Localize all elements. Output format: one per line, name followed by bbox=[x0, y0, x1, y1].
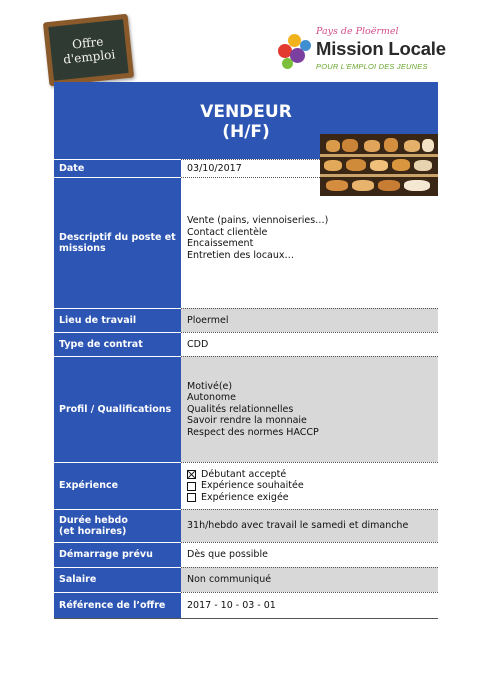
lieu-value: Ploermel bbox=[181, 308, 438, 332]
descriptif-line: Encaissement bbox=[187, 238, 254, 249]
row-lieu bbox=[54, 308, 438, 332]
chalkboard bbox=[48, 19, 128, 81]
tagline: POUR L'EMPLOI DES JEUNES bbox=[316, 62, 428, 71]
date-value: 03/10/2017 bbox=[181, 159, 438, 177]
salaire-label: Salaire bbox=[54, 567, 181, 592]
row-demarrage bbox=[54, 542, 438, 567]
job-title-gender: (H/F) bbox=[222, 121, 270, 142]
job-offer-card bbox=[54, 82, 438, 619]
checked-checkbox-icon[interactable] bbox=[187, 470, 196, 479]
descriptif-label bbox=[54, 177, 181, 308]
chalkboard-line-1: Offre bbox=[71, 34, 105, 52]
pays-text: Pays de Ploërmel bbox=[316, 26, 399, 37]
demarrage-value: Dès que possible bbox=[181, 542, 438, 567]
descriptif-label-line-2: missions bbox=[59, 243, 106, 254]
bubbles-icon bbox=[276, 32, 316, 72]
descriptif-value bbox=[181, 177, 438, 308]
mission-locale-logo bbox=[276, 24, 446, 80]
salaire-value: Non communiqué bbox=[181, 567, 438, 592]
reference-label: Référence de l’offre bbox=[54, 592, 181, 618]
row-profil bbox=[54, 356, 438, 462]
experience-option-debutant[interactable] bbox=[187, 469, 438, 481]
duree-label-line-2: (et horaires) bbox=[59, 526, 127, 537]
descriptif-line: Entretien des locaux… bbox=[187, 249, 295, 261]
profil-line: Autonome bbox=[187, 392, 236, 404]
duree-label-line-1: Durée hebdo bbox=[59, 514, 128, 526]
profil-label: Profil / Qualifications bbox=[54, 356, 181, 462]
bakery-photo bbox=[320, 134, 438, 196]
duree-label bbox=[54, 509, 181, 542]
offre-emploi-logo bbox=[43, 14, 134, 87]
profil-value bbox=[181, 356, 438, 462]
duree-value: 31h/hebdo avec travail le samedi et dimanche bbox=[181, 509, 438, 542]
empty-checkbox-icon[interactable] bbox=[187, 493, 196, 502]
profil-line: Respect des normes HACCP bbox=[187, 426, 319, 438]
experience-option-souhaitee[interactable] bbox=[187, 480, 438, 492]
experience-option-exigee[interactable] bbox=[187, 492, 438, 504]
demarrage-label: Démarrage prévu bbox=[54, 542, 181, 567]
profil-line: Motivé(e) bbox=[187, 380, 233, 392]
contrat-label: Type de contrat bbox=[54, 332, 181, 356]
experience-option-label: Expérience exigée bbox=[201, 491, 289, 503]
bottom-divider bbox=[54, 618, 438, 619]
row-duree bbox=[54, 509, 438, 542]
contrat-value: CDD bbox=[181, 332, 438, 356]
row-salaire bbox=[54, 567, 438, 592]
profil-line: Savoir rendre la monnaie bbox=[187, 415, 307, 427]
descriptif-label-line-1: Descriptif du poste et bbox=[59, 231, 176, 243]
chalkboard-line-2: d'emploi bbox=[62, 47, 116, 67]
row-reference bbox=[54, 592, 438, 618]
lieu-label: Lieu de travail bbox=[54, 308, 181, 332]
date-label: Date bbox=[54, 159, 181, 177]
descriptif-line: Contact clientèle bbox=[187, 226, 268, 238]
experience-label: Expérience bbox=[54, 462, 181, 509]
profil-line: Qualités relationnelles bbox=[187, 403, 294, 415]
job-title: VENDEUR bbox=[200, 101, 292, 122]
experience-option-label: Expérience souhaitée bbox=[201, 480, 304, 492]
experience-options bbox=[181, 462, 438, 509]
descriptif-line: Vente (pains, viennoiseries…) bbox=[187, 215, 329, 226]
row-experience bbox=[54, 462, 438, 509]
experience-option-label: Débutant accepté bbox=[201, 468, 287, 480]
row-contrat bbox=[54, 332, 438, 356]
reference-value: 2017 - 10 - 03 - 01 bbox=[181, 592, 438, 618]
mission-locale-title: Mission Locale bbox=[316, 38, 446, 59]
row-descriptif bbox=[54, 177, 438, 308]
empty-checkbox-icon[interactable] bbox=[187, 482, 196, 491]
